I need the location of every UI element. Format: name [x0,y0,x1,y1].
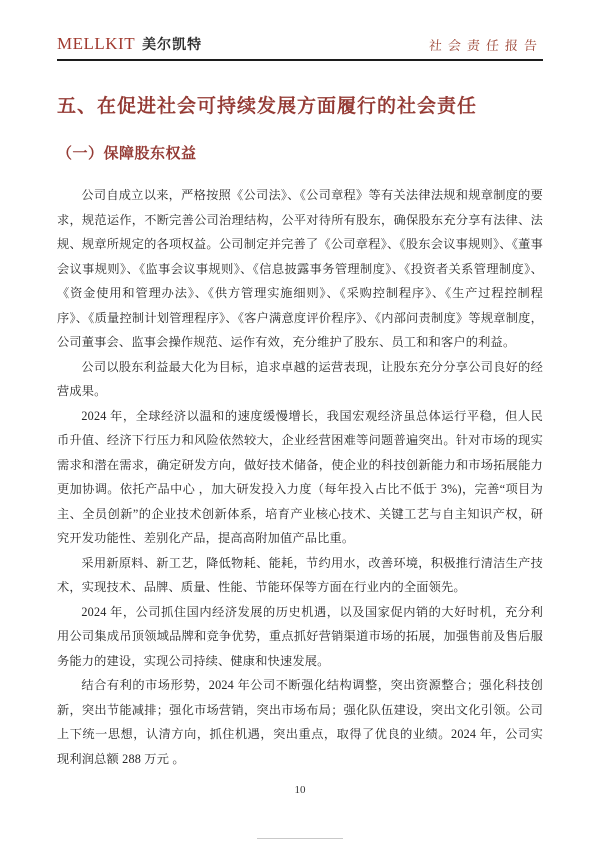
body-paragraph: 2024 年，全球经济以温和的速度缓慢增长，我国宏观经济虽总体运行平稳，但人民币升值、经济下行压力和风险依然较大，企业经营困难等问题普遍突出。针对市场的现实需求和潜在需求，确定研发方向，做好技术储备，使企业的科技创新能力和市场拓展能力更加协调。依托产品中心 ，加大研发投入力度（每年投入占比不低于 3%)，完善“项目为主、全员创新”的企业技术创新体系，培育产业核心技术、关键工艺与自主知识产权，研究开发功能性、差别化产品，提高高附加值产品比重。 [57,408,543,545]
brand-name-latin: MELLKIT [57,34,136,53]
brand-name-chinese: 美尔凯特 [142,36,203,52]
body-paragraph: 采用新原料、新工艺，降低物耗、能耗，节约用水，改善环境，积极推行清洁生产技术，实现技术、品牌、质量、性能、节能环保等方面在行业内的全面领先。 [57,555,543,594]
body-paragraph: 结合有利的市场形势，2024 年公司不断强化结构调整，突出资源整合；强化科技创新，突出节能减排；强化市场营销，突出市场布局；强化队伍建设，突出文化引领。公司上下统一思想，认清方向，抓住机遇，突出重点，取得了优良的业绩。2024 年，公司实现利润总额 288 万元 。 [57,678,543,766]
page-number: 10 [294,784,306,796]
section-title: 五、在促进社会可持续发展方面履行的社会责任 [57,96,478,117]
subsection-title: （一）保障股东权益 [57,145,197,162]
footer-rule [257,838,343,839]
body-paragraph: 2024 年，公司抓住国内经济发展的历史机遇，以及国家促内销的大好时机，充分利用公司集成吊顶领域品牌和竞争优势，重点抓好营销渠道市场的拓展，加强售前及售后服务能力的建设，实现公司持续、健康和快速发展。 [57,604,543,668]
body-text [57,183,543,771]
body-paragraph: 公司以股东利益最大化为目标，追求卓越的运营表现，让股东充分分享公司良好的经营成果。 [57,359,543,398]
body-paragraph: 公司自成立以来，严格按照《公司法》、《公司章程》等有关法律法规和规章制度的要求，规范运作，不断完善公司治理结构，公平对待所有股东，确保股东充分享有法律、法规、规章所规定的各项权益。公司制定并完善了《公司章程》、《股东会议事规则》、《董事会议事规则》、《监事会议事规则》、《信息披露事务管理制度》、《投资者关系管理制度》、《资金使用和管理办法》、《供方管理实施细则》、《采购控制程序》、《生产过程控制程序》、《质量控制计划管理程序》、《客户满意度评价程序》、《内部问责制度》等规章制度，公司董事会、监事会操作规范、运作有效，充分维护了股东、员工和和客户的利益。 [57,188,543,349]
brand-logo [57,34,202,54]
page-header [57,34,543,61]
report-title-header: 社会责任报告 [428,39,544,54]
